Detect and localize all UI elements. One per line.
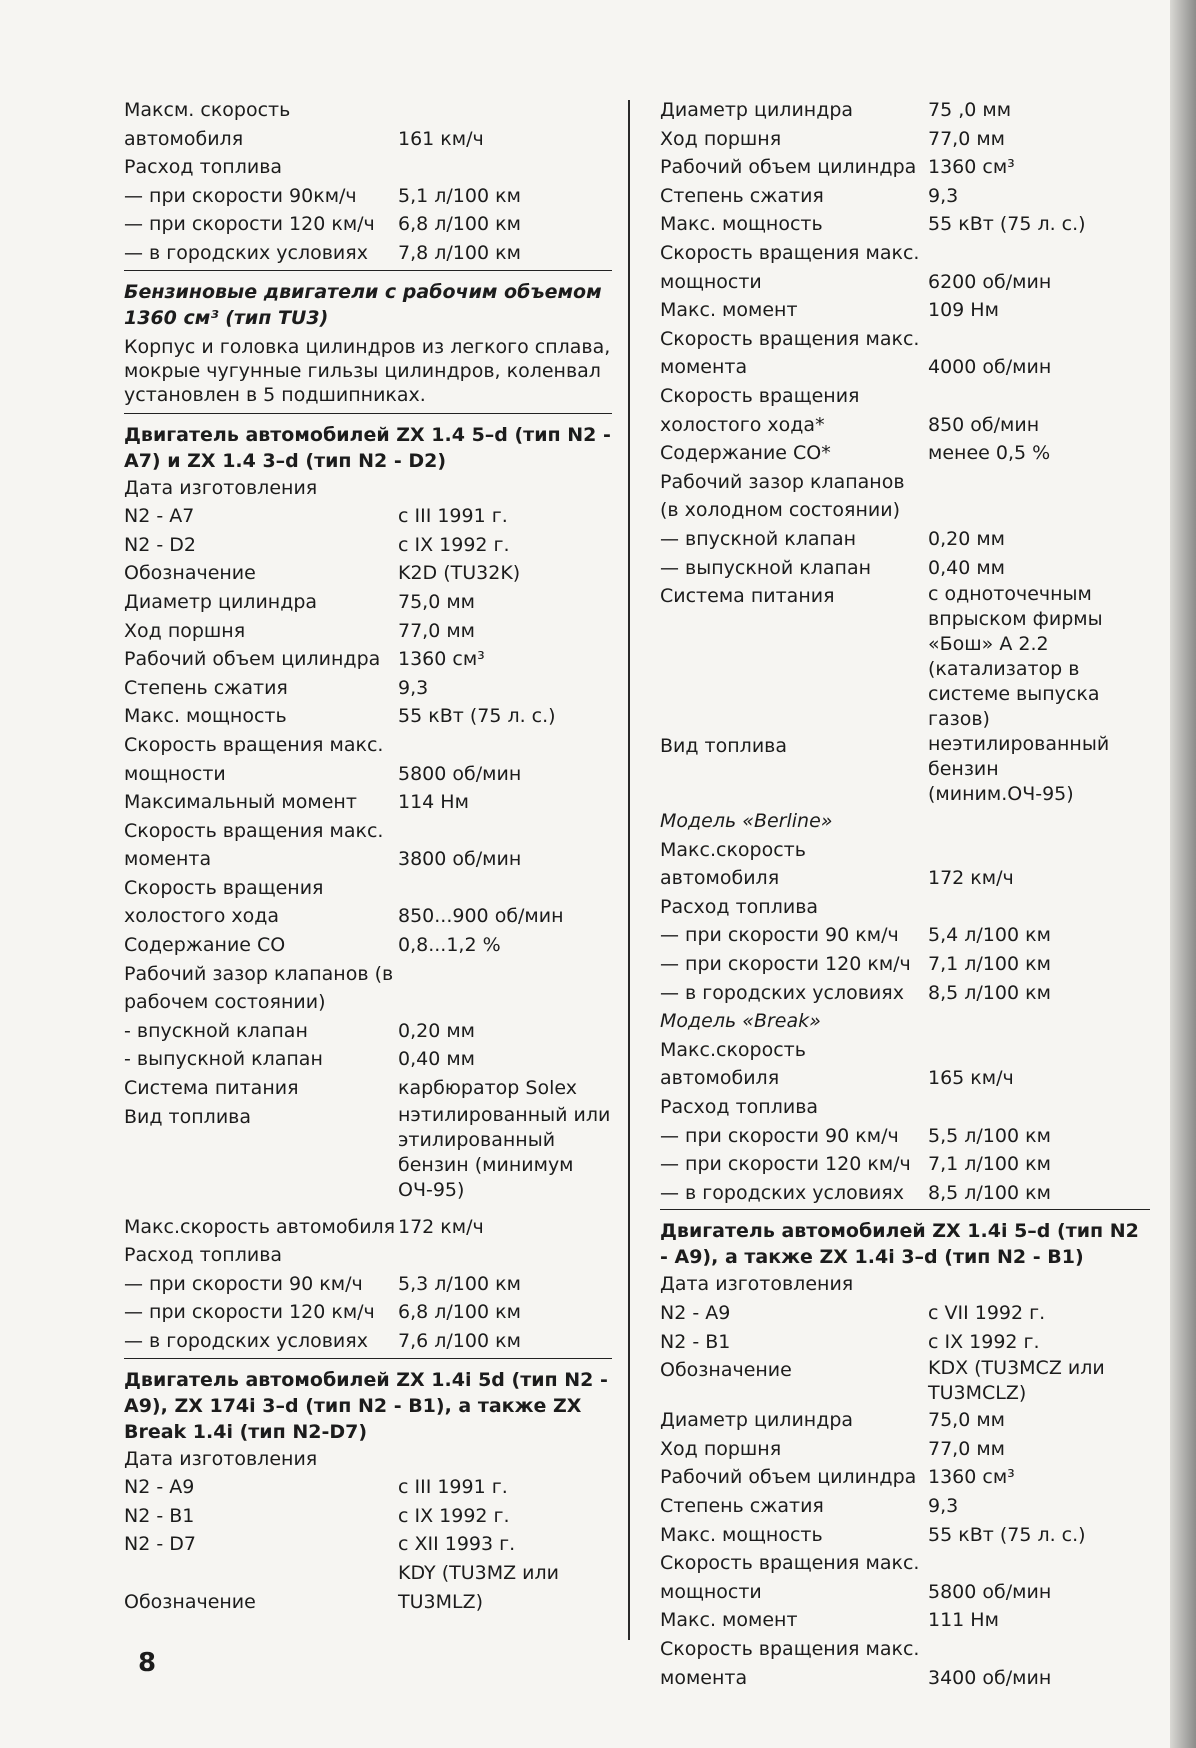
spec-value: менее 0,5 % (928, 442, 1051, 465)
spec-value: 5,1 л/100 км (398, 184, 521, 207)
spec-label: — при скорости 90км/ч (124, 184, 357, 207)
divider-line (124, 270, 612, 271)
section-paragraph: Корпус и головка цилиндров из легкого сплава, мокрые чугунные гильзы цилиндров, коленвал установлен в 5 подшипниках. (124, 335, 611, 406)
engine-title: Двигатель автомобилей ZX 1.4i 5–d (тип N2 - A9), а также ZX 1.4i 3–d (тип N2 - B1) (660, 1220, 1139, 1269)
spec-row (660, 950, 1150, 979)
spec-value: 0,8...1,2 % (398, 934, 501, 957)
spec-label: Ход поршня (660, 127, 782, 150)
spec-label: — при скорости 90 км/ч (124, 1272, 363, 1295)
spec-row (660, 1606, 1150, 1635)
spec-label: Рабочий объем цилиндра (660, 156, 917, 179)
spec-row (660, 525, 1150, 554)
spec-list-engine3 (660, 1270, 1150, 1692)
spec-label: Дата изготовления (124, 1447, 318, 1470)
engine-title: Двигатель автомобилей ZX 1.4 5–d (тип N2 -A7) и ZX 1.4 3–d (тип N2 - D2) (124, 423, 611, 472)
spec-row (124, 588, 612, 617)
spec-row (660, 1492, 1150, 1521)
spec-label: — в городских условиях (660, 981, 904, 1004)
spec-row (660, 979, 1150, 1008)
spec-row (124, 1298, 612, 1327)
spec-row (660, 182, 1150, 211)
spec-row (660, 554, 1150, 583)
spec-row (660, 96, 1150, 125)
spec-value: нэтилированный или этилированный бензин (минимум ОЧ-95) (398, 1103, 611, 1201)
spec-value: 8,5 л/100 км (928, 981, 1051, 1004)
spec-label: N2 - A7 (124, 505, 195, 528)
spec-label: Скорость вращения макс. мощности (660, 241, 920, 293)
spec-label: Макс. мощность (660, 213, 823, 236)
spec-label: — выпускной клапан (660, 556, 872, 579)
spec-label: — при скорости 120 км/ч (124, 213, 375, 236)
spec-label: Степень сжатия (660, 184, 824, 207)
spec-value: с IX 1992 г. (398, 1504, 510, 1527)
spec-value: 1360 см³ (928, 156, 1015, 179)
spec-row (124, 474, 612, 503)
spec-row (124, 210, 612, 239)
spec-row (124, 817, 612, 874)
spec-row (660, 239, 1150, 296)
spec-value: 7,6 л/100 км (398, 1330, 521, 1352)
spec-value: 7,1 л/100 км (928, 953, 1051, 976)
spec-row (124, 1045, 612, 1074)
spec-value: карбюратор Solex (398, 1077, 577, 1100)
spec-label: — в городских условиях (124, 241, 368, 264)
spec-row (124, 788, 612, 817)
divider-line (124, 1358, 612, 1359)
spec-row (124, 182, 612, 211)
spec-value: 3400 об/мин (928, 1666, 1052, 1689)
spec-label: Макс.скорость автомобиля (660, 1038, 806, 1090)
spec-list-break (660, 1036, 1150, 1208)
spec-row (124, 1445, 612, 1474)
spec-row (660, 1270, 1150, 1299)
spec-value: неэтилированный бензин (миним.ОЧ-95) (928, 733, 1110, 806)
spec-value: 55 кВт (75 л. с.) (928, 1523, 1086, 1546)
spec-value: 9,3 (398, 676, 429, 699)
spec-label: Расход топлива (660, 1096, 819, 1119)
spec-row (124, 702, 612, 731)
spec-label: N2 - A9 (660, 1302, 731, 1324)
model-heading-berline: Модель «Berline» (660, 810, 833, 833)
spec-value: 161 км/ч (398, 127, 484, 150)
spec-row (660, 210, 1150, 239)
spec-value: 55 кВт (75 л. с.) (398, 705, 556, 728)
spec-row (660, 836, 1150, 893)
spec-label: — впускной клапан (660, 527, 857, 550)
spec-row (124, 502, 612, 531)
spec-row (660, 1406, 1150, 1435)
spec-label: Дата изготовления (660, 1273, 854, 1296)
spec-row (660, 1549, 1150, 1606)
spec-label: - выпускной клапан (124, 1048, 323, 1071)
spec-label: Скорость вращения холостого хода (124, 876, 324, 928)
spec-value: 77,0 мм (928, 127, 1006, 150)
spec-value: KDY (TU3MZ или TU3MLZ) (398, 1561, 559, 1613)
spec-row (124, 1327, 612, 1356)
spec-label: Скорость вращения макс. момента (660, 327, 920, 379)
spec-value: 5,5 л/100 км (928, 1124, 1051, 1147)
spec-label: — при скорости 120 км/ч (660, 1153, 911, 1176)
spec-row (124, 239, 612, 268)
spec-label: Ход поршня (124, 619, 246, 642)
spec-label: Содержание CO* (660, 442, 831, 465)
spec-row (660, 1521, 1150, 1550)
spec-label: Обозначение (124, 1590, 256, 1613)
spec-value: 0,20 мм (398, 1019, 476, 1042)
spec-label: Диаметр цилиндра (124, 590, 318, 613)
spec-value: 5,4 л/100 км (928, 924, 1051, 947)
spec-list-top (124, 96, 612, 268)
spec-value: 77,0 мм (398, 619, 476, 642)
spec-row (660, 468, 1150, 525)
spec-value: 0,40 мм (928, 556, 1006, 579)
spec-label: Обозначение (124, 562, 256, 585)
spec-row (124, 731, 612, 788)
spec-value: 75,0 мм (398, 590, 476, 613)
spec-row (124, 1502, 612, 1531)
spec-row (660, 382, 1150, 439)
spec-label: Система питания (124, 1077, 299, 1100)
spec-value: 8,5 л/100 км (928, 1181, 1051, 1204)
spec-label: Рабочий объем цилиндра (124, 648, 381, 671)
spec-row (660, 325, 1150, 382)
spec-row (124, 1241, 612, 1270)
spec-value: с одноточечным впрыском фирмы «Бош» A 2.2 (катализатор в системе выпуска газов) (928, 583, 1103, 731)
spec-row (660, 1356, 1150, 1406)
spec-label: Степень сжатия (660, 1494, 824, 1517)
spec-row (660, 1036, 1150, 1093)
spec-value: 111 Нм (928, 1609, 999, 1632)
page-number: 8 (138, 1648, 157, 1678)
spec-label: Скорость вращения макс. момента (660, 1637, 920, 1689)
spec-label: Содержание CO (124, 934, 286, 957)
spec-value: 6,8 л/100 км (398, 213, 521, 236)
left-column (124, 96, 612, 1616)
spec-value: 77,0 мм (928, 1437, 1006, 1460)
spec-row (660, 1435, 1150, 1464)
column-divider (628, 100, 630, 1640)
spec-value: с III 1991 г. (398, 1476, 508, 1499)
spec-value: 9,3 (928, 1494, 959, 1517)
spec-label: Макс.скорость автомобиля (124, 1215, 396, 1238)
spec-label: Расход топлива (124, 1244, 283, 1267)
spec-row (660, 893, 1150, 922)
spec-label: Обозначение (660, 1359, 792, 1382)
spec-value: 0,40 мм (398, 1048, 476, 1071)
spec-label: Диаметр цилиндра (660, 1409, 854, 1432)
spec-row (660, 296, 1150, 325)
spec-row (124, 645, 612, 674)
spec-label: Макс. момент (660, 299, 798, 322)
spec-value: 172 км/ч (928, 867, 1014, 890)
spec-row (660, 921, 1150, 950)
spec-row (124, 1213, 612, 1242)
spec-value: 55 кВт (75 л. с.) (928, 213, 1086, 236)
spec-value: 0,20 мм (928, 527, 1006, 550)
spec-list-engine1-performance (124, 1213, 612, 1356)
spec-row (124, 1473, 612, 1502)
spec-list-engine1 (124, 474, 612, 1203)
spec-label: Макс. мощность (660, 1523, 823, 1546)
spec-label: Система питания (660, 585, 835, 608)
spec-value: с IX 1992 г. (928, 1330, 1040, 1353)
spec-row (124, 96, 612, 153)
spec-label: Диаметр цилиндра (660, 99, 854, 121)
spec-value: K2D (TU32K) (398, 562, 521, 585)
right-column (660, 96, 1150, 1692)
spec-value: 4000 об/мин (928, 356, 1052, 379)
spec-label: Дата изготовления (124, 476, 318, 499)
spec-row (124, 153, 612, 182)
spec-label: Скорость вращения макс. мощности (660, 1552, 920, 1603)
spec-label: Скорость вращения макс. момента (124, 819, 384, 871)
spec-label: — в городских условиях (660, 1181, 904, 1204)
divider-line (124, 413, 612, 414)
spec-label: Скорость вращения холостого хода* (660, 384, 860, 436)
spec-value: KDX (TU3MCZ или TU3MCLZ) (928, 1357, 1105, 1405)
spec-row (124, 1559, 612, 1616)
spec-label: N2 - B1 (660, 1330, 731, 1353)
spec-label: Степень сжатия (124, 676, 288, 699)
spec-label: Расход топлива (660, 895, 819, 918)
spec-value: 109 Нм (928, 299, 999, 322)
model-heading-break: Модель «Break» (660, 1010, 821, 1033)
spec-row (124, 931, 612, 960)
spec-value: 165 км/ч (928, 1067, 1014, 1090)
spec-row (124, 1017, 612, 1046)
spec-row (124, 1074, 612, 1103)
spec-value: 7,8 л/100 км (398, 241, 521, 264)
spec-value: 75,0 мм (928, 1409, 1006, 1432)
spec-row (124, 874, 612, 931)
spec-label: — при скорости 120 км/ч (660, 953, 911, 976)
spec-value: с III 1991 г. (398, 505, 508, 528)
spec-label: N2 - B1 (124, 1504, 195, 1527)
spec-row (660, 1635, 1150, 1692)
spec-value: 850...900 об/мин (398, 905, 564, 928)
spec-value: 172 км/ч (398, 1215, 484, 1238)
spec-value: с IX 1992 г. (398, 533, 510, 556)
engine-title: Двигатель автомобилей ZX 1.4i 5d (тип N2 -A9), ZX 174i 3–d (тип N2 - B1), а также ZX Break 1.4i (тип N2-D7) (124, 1368, 608, 1443)
spec-label: Максм. скорость автомобиля (124, 99, 291, 150)
spec-label: Вид топлива (124, 1105, 252, 1128)
spec-row (660, 125, 1150, 154)
spec-row (124, 1270, 612, 1299)
spec-value: 850 об/мин (928, 413, 1040, 436)
divider-line (660, 1209, 1150, 1210)
spec-row (660, 1150, 1150, 1179)
page-edge-shadow (1170, 0, 1196, 1748)
spec-row (660, 732, 1150, 807)
spec-value: 75 ,0 мм (928, 99, 1012, 121)
spec-row (124, 617, 612, 646)
spec-row (124, 531, 612, 560)
spec-value: 9,3 (928, 184, 959, 207)
spec-label: — в городских условиях (124, 1330, 368, 1352)
section-heading: Бензиновые двигатели с рабочим объемом 1360 см³ (тип TU3) (124, 280, 602, 329)
spec-list-berline (660, 836, 1150, 1008)
spec-label: Вид топлива (660, 735, 788, 758)
spec-row (124, 559, 612, 588)
spec-value: 3800 об/мин (398, 848, 522, 871)
spec-value: 6200 об/мин (928, 270, 1052, 293)
spec-value: с VII 1992 г. (928, 1302, 1046, 1324)
spec-value: 114 Нм (398, 791, 469, 814)
spec-label: — при скорости 90 км/ч (660, 1124, 899, 1147)
spec-row (660, 439, 1150, 468)
spec-value: 5,3 л/100 км (398, 1272, 521, 1295)
spec-label: Скорость вращения макс. мощности (124, 733, 384, 785)
spec-value: с XII 1993 г. (398, 1533, 516, 1556)
spec-label: Рабочий объем цилиндра (660, 1466, 917, 1489)
spec-value: 7,1 л/100 км (928, 1153, 1051, 1176)
spec-value: 1360 см³ (398, 648, 485, 671)
spec-row (124, 960, 612, 1017)
spec-row (660, 1179, 1150, 1208)
spec-row (124, 1530, 612, 1559)
spec-label: Макс. момент (660, 1609, 798, 1632)
spec-label: Рабочий зазор клапанов (в холодном состоянии) (660, 470, 905, 522)
spec-label: Макс. мощность (124, 705, 287, 728)
spec-list-engine2 (124, 1445, 612, 1617)
spec-row (124, 674, 612, 703)
spec-row (660, 153, 1150, 182)
spec-row (660, 582, 1150, 732)
spec-label: N2 - D2 (124, 533, 196, 556)
spec-row (660, 1299, 1150, 1328)
spec-label: Макс.скорость автомобиля (660, 838, 806, 890)
spec-row (660, 1463, 1150, 1492)
spec-label: - впускной клапан (124, 1019, 308, 1042)
spec-label: N2 - A9 (124, 1476, 195, 1499)
spec-row (660, 1122, 1150, 1151)
spec-label: Рабочий зазор клапанов (в рабочем состоянии) (124, 962, 394, 1014)
spec-row (660, 1328, 1150, 1357)
spec-label: N2 - D7 (124, 1533, 196, 1556)
spec-label: — при скорости 90 км/ч (660, 924, 899, 947)
spec-label: Ход поршня (660, 1437, 782, 1460)
spec-label: Расход топлива (124, 156, 283, 179)
spec-value: 5800 об/мин (928, 1580, 1052, 1603)
spec-label: — при скорости 120 км/ч (124, 1301, 375, 1324)
spec-list-top (660, 96, 1150, 807)
spec-row (124, 1103, 612, 1203)
spec-label: Максимальный момент (124, 791, 357, 814)
spec-row (660, 1093, 1150, 1122)
spec-value: 6,8 л/100 км (398, 1301, 521, 1324)
spec-value: 1360 см³ (928, 1466, 1015, 1489)
spec-value: 5800 об/мин (398, 762, 522, 785)
